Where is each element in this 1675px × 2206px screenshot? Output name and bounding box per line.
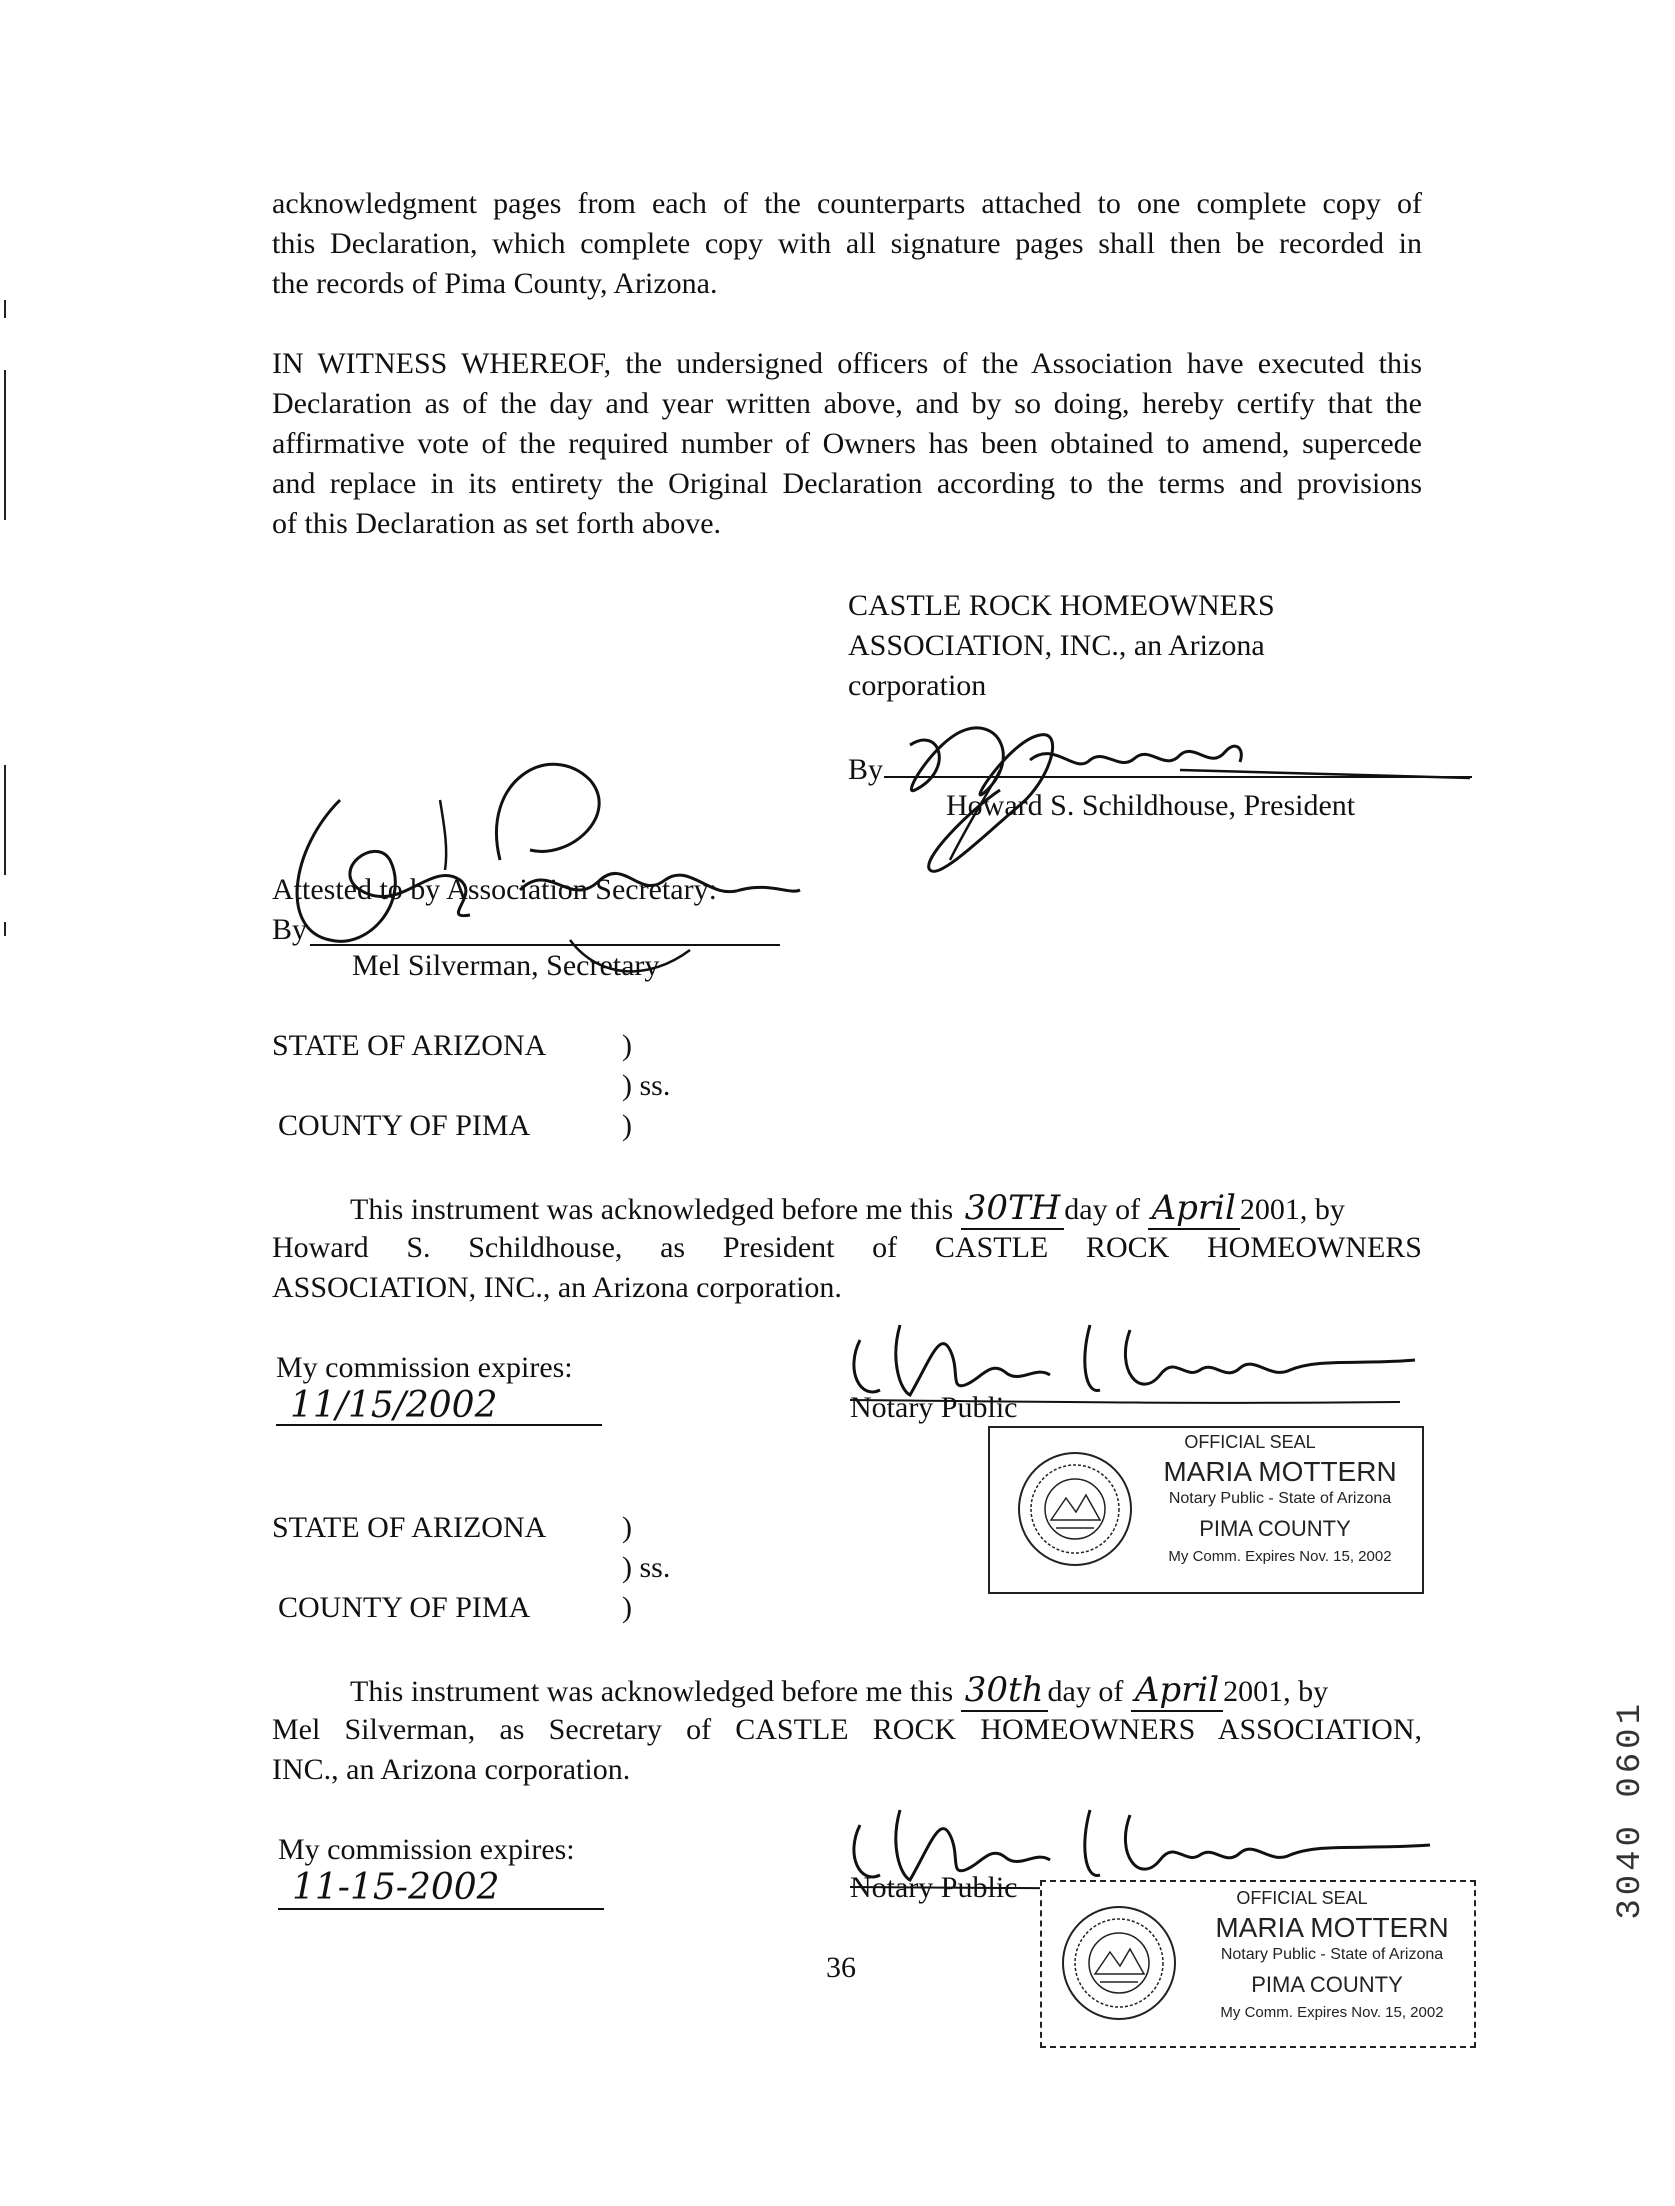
ack1-day-handwritten: 30TH — [961, 1188, 1065, 1230]
venue-paren: ) — [622, 1591, 632, 1624]
ack1-line2: Howard S. Schildhouse, as President of CASTLE ROCK HOMEOWNERS — [272, 1231, 1422, 1264]
notary-public-label-2: Notary Public — [850, 1871, 1018, 1904]
seal-line-title: Notary Public - State of Arizona — [1168, 1490, 1392, 1507]
intro-paragraph — [272, 184, 1422, 304]
president-signature — [880, 700, 1480, 900]
witness-paragraph — [272, 344, 1422, 544]
ack2-part2: day of — [1047, 1675, 1124, 1708]
witness-line: of this Declaration as set forth above. — [272, 507, 722, 540]
association-name-line3: corporation — [848, 669, 987, 702]
notary-seal-2 — [1040, 1880, 1476, 2048]
seal-line-official: OFFICIAL SEAL — [1184, 1432, 1316, 1452]
ack1-month-handwritten: April — [1148, 1188, 1240, 1230]
ack2-day-handwritten: 30th — [961, 1670, 1048, 1712]
recording-stamp: 3040 0601 — [1612, 1700, 1650, 1920]
county-of-pima-2: COUNTY OF PIMA — [278, 1591, 531, 1624]
ack1-line3: ASSOCIATION, INC., an Arizona corporation. — [272, 1271, 842, 1304]
association-name-line2: ASSOCIATION, INC., an Arizona — [848, 629, 1265, 662]
county-of-pima-1: COUNTY OF PIMA — [278, 1109, 531, 1142]
ack2-line3: INC., an Arizona corporation. — [272, 1753, 631, 1786]
ack2-part3: 2001, by — [1223, 1675, 1329, 1708]
state-of-arizona-2: STATE OF ARIZONA — [272, 1511, 547, 1544]
venue-ss: ) ss. — [622, 1551, 671, 1584]
seal-line-title: Notary Public - State of Arizona — [1220, 1946, 1444, 1963]
venue-paren: ) — [622, 1029, 632, 1062]
page-number: 36 — [826, 1951, 856, 1984]
commission-date-line-1 — [276, 1424, 602, 1426]
witness-line: affirmative vote of the required number of Owners has been obtained to amend, supercede — [272, 427, 1422, 460]
association-name-line1: CASTLE ROCK HOMEOWNERS — [848, 589, 1275, 622]
ack2-month-handwritten: April — [1131, 1670, 1223, 1712]
scan-mark — [4, 765, 6, 875]
venue-ss: ) ss. — [622, 1069, 671, 1102]
commission-date-1: 11/15/2002 — [290, 1385, 498, 1426]
scan-mark — [4, 300, 6, 318]
intro-line: acknowledgment pages from each of the counterparts attached to one complete copy of — [272, 187, 1422, 220]
seal-line-name: MARIA MOTTERN — [1163, 1456, 1397, 1487]
witness-line: Declaration as of the day and year written above, and by so doing, hereby certify that the — [272, 387, 1422, 420]
intro-line: the records of Pima County, Arizona. — [272, 267, 718, 300]
seal-line-official: OFFICIAL SEAL — [1236, 1888, 1368, 1908]
ack1-text — [350, 1188, 1345, 1230]
notary-seal-1 — [988, 1426, 1424, 1594]
ack2-text — [350, 1670, 1328, 1712]
witness-line: IN WITNESS WHEREOF, the undersigned officers of the Association have executed this — [272, 347, 1422, 380]
state-of-arizona-1: STATE OF ARIZONA — [272, 1029, 547, 1062]
intro-line: this Declaration, which complete copy with all signature pages shall then be recorded in — [272, 227, 1422, 260]
president-caption: Howard S. Schildhouse, President — [946, 789, 1356, 822]
witness-line: and replace in its entirety the Original Declaration according to the terms and provisions — [272, 467, 1422, 500]
state-seal-emblem — [1016, 1450, 1134, 1568]
seal-line-county: PIMA COUNTY — [1251, 1972, 1403, 1997]
notary-public-label-1: Notary Public — [850, 1391, 1018, 1424]
seal-line-expires: My Comm. Expires Nov. 15, 2002 — [1220, 2004, 1444, 2021]
ack1-part3: 2001, by — [1239, 1193, 1345, 1226]
ack2-line2: Mel Silverman, as Secretary of CASTLE ROCK HOMEOWNERS ASSOCIATION, — [272, 1713, 1422, 1746]
seal-line-county: PIMA COUNTY — [1199, 1516, 1351, 1541]
seal-line-expires: My Comm. Expires Nov. 15, 2002 — [1168, 1548, 1392, 1565]
venue-paren: ) — [622, 1109, 632, 1142]
attest-label: Attested to by Association Secretary: — [272, 873, 717, 906]
commission-label-2: My commission expires: — [278, 1833, 575, 1866]
ack2-part1: This instrument was acknowledged before me this — [350, 1675, 954, 1708]
by-label: By — [848, 753, 884, 786]
commission-date-line-2 — [278, 1908, 604, 1910]
attest-by-label: By — [272, 913, 308, 946]
scan-mark — [4, 922, 6, 936]
commission-label-1: My commission expires: — [276, 1351, 573, 1384]
secretary-signature — [270, 740, 810, 1000]
scan-mark — [4, 370, 6, 520]
venue-paren: ) — [622, 1511, 632, 1544]
seal-line-name: MARIA MOTTERN — [1215, 1912, 1449, 1943]
ack1-part2: day of — [1064, 1193, 1141, 1226]
commission-date-2: 11-15-2002 — [292, 1867, 500, 1908]
state-seal-emblem — [1060, 1904, 1178, 2022]
ack1-part1: This instrument was acknowledged before me this — [350, 1193, 954, 1226]
secretary-caption: Mel Silverman, Secretary — [352, 949, 660, 982]
